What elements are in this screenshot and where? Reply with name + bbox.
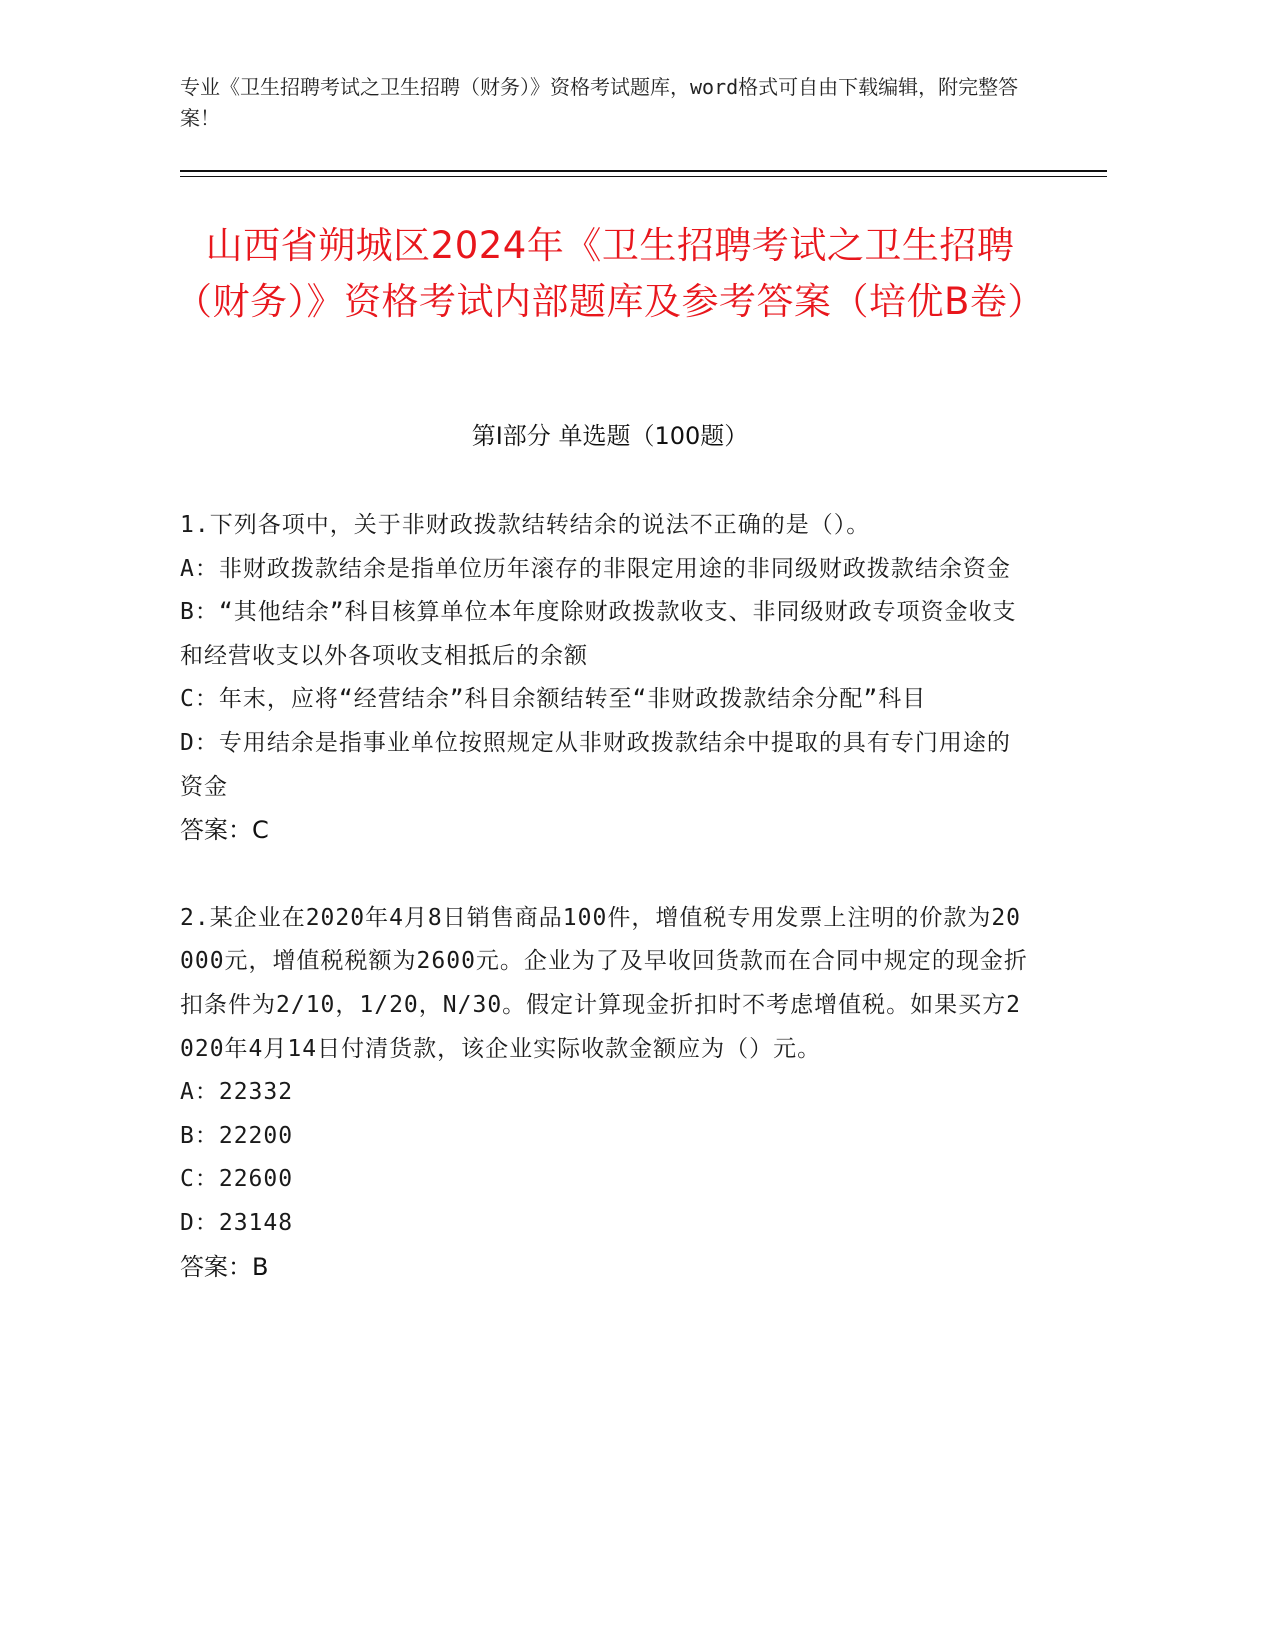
header-divider-thick	[180, 170, 1107, 172]
option-a: A：22332	[180, 1079, 294, 1106]
option-c: C：年末，应将“经营结余”科目余额结转至“非财政拨款结余分配”科目	[180, 686, 927, 713]
question-stem: 2.某企业在2020年4月8日销售商品100件，增值税专用发票上注明的价款为20000元，增值税税额为2600元。企业为了及早收回货款而在合同中规定的现金折扣条件为2/10，1/20，N/30。假定计算现金折扣时不考虑增值税。如果买方2020年4月14日付清货款，该企业实际收款金额应为（）元。	[180, 904, 1028, 1062]
option-d: D：专用结余是指事业单位按照规定从非财政拨款结余中提取的具有专门用途的资金	[180, 729, 1011, 800]
option-b: B：22200	[180, 1122, 294, 1149]
header-divider-thin	[180, 176, 1107, 177]
header-note: 专业《卫生招聘考试之卫生招聘（财务）》资格考试题库，word格式可自由下载编辑，附完整答案！	[180, 75, 1019, 130]
option-a: A：非财政拨款结余是指单位历年滚存的非限定用途的非同级财政拨款结余资金	[180, 555, 1011, 582]
question-list	[180, 504, 1030, 1333]
answer-label: 答案：C	[180, 816, 269, 845]
section-title: 第I部分 单选题（100题）	[471, 422, 749, 450]
option-c: C：22600	[180, 1166, 294, 1193]
option-d: D：23148	[180, 1209, 294, 1236]
question-1	[180, 504, 1030, 853]
question-stem: 1.下列各项中，关于非财政拨款结转结余的说法不正确的是（）。	[180, 512, 871, 538]
answer-label: 答案：B	[180, 1252, 269, 1281]
question-2	[180, 897, 1030, 1289]
document-title: 山西省朔城区2024年《卫生招聘考试之卫生招聘（财务）》资格考试内部题库及参考答案（培优B卷）	[175, 224, 1045, 323]
option-b: B：“其他结余”科目核算单位本年度除财政拨款收支、非同级财政专项资金收支和经营收支以外各项收支相抵后的余额	[180, 599, 1017, 669]
